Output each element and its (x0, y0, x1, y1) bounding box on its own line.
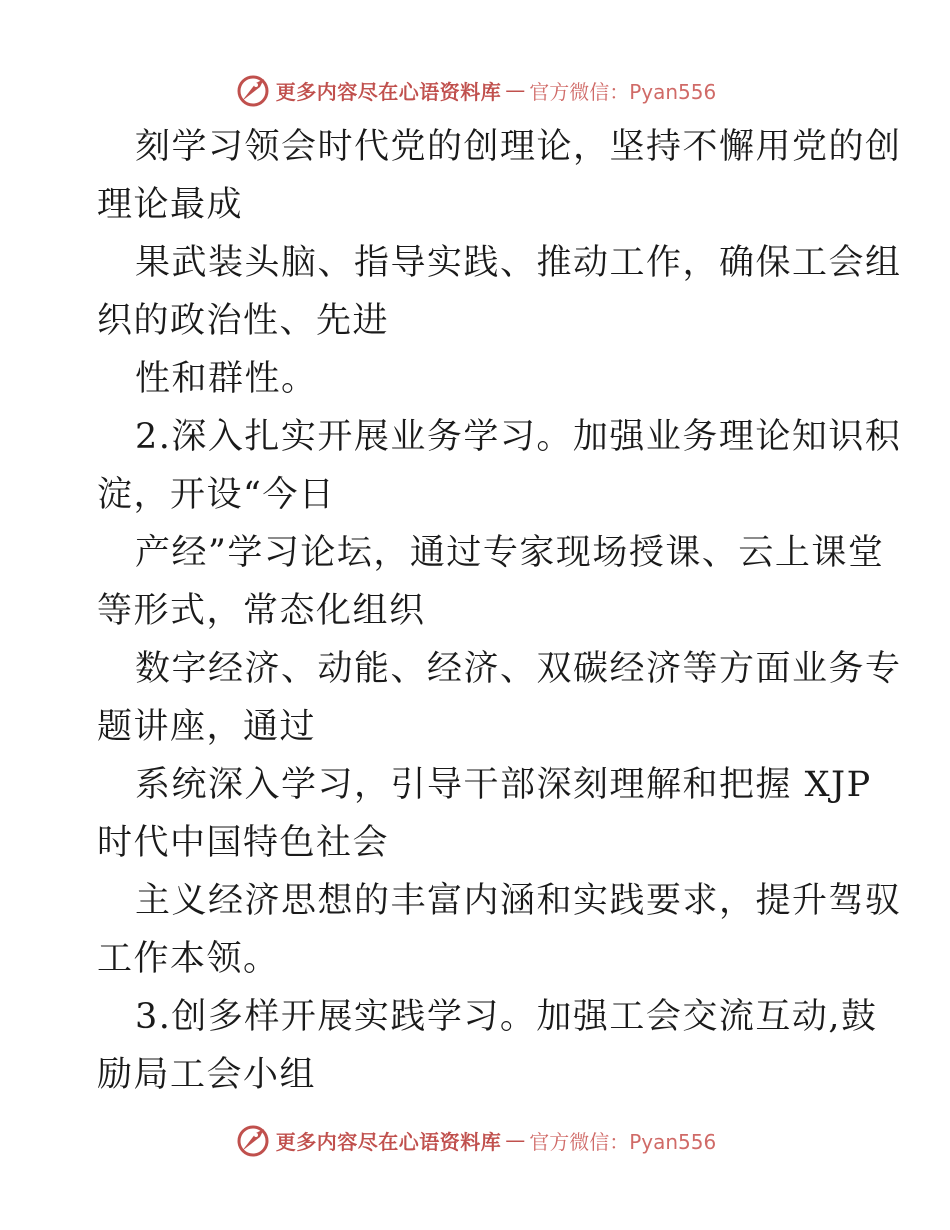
header-banner (0, 70, 950, 110)
body-line: 刻学习领会时代党的创理论，坚持不懈用党的创 (135, 127, 902, 167)
pen-nib-circle-icon (234, 71, 272, 109)
body-line: 产经”学习论坛，通过专家现场授课、云上课堂 (135, 533, 885, 573)
body-line: 系统深入学习，引导干部深刻理解和把握 XJP (135, 765, 872, 805)
body-line: 3.创多样开展实践学习。加强工会交流互动,鼓 (135, 997, 878, 1037)
footer-banner-separator: — (505, 1128, 526, 1152)
body-line: 果武装头脑、指导实践、推动工作，确保工会组 (135, 243, 902, 283)
body-line: 励局工会小组 (97, 1055, 317, 1095)
body-line: 主义经济思想的丰富内涵和实践要求，提升驾驭 (135, 881, 902, 921)
body-line: 题讲座，通过 (97, 707, 317, 747)
footer-banner-text: 更多内容尽在心语资料库 (275, 1129, 502, 1154)
body-line: 时代中国特色社会 (97, 823, 390, 863)
body-line: 工作本领。 (97, 939, 280, 979)
footer-banner-wechat: 官方微信：Pyan556 (529, 1129, 717, 1154)
body-line: 淀，开设“今日 (97, 475, 336, 515)
header-banner-separator: — (505, 78, 526, 102)
body-line: 织的政治性、先进 (97, 301, 390, 341)
document-body (97, 118, 902, 1104)
body-line: 等形式，常态化组织 (97, 591, 426, 631)
body-line: 性和群性。 (135, 359, 318, 399)
pen-nib-circle-icon (234, 1121, 272, 1159)
body-line: 2.深入扎实开展业务学习。加强业务理论知识积 (135, 417, 902, 457)
header-banner-wechat: 官方微信：Pyan556 (529, 79, 717, 104)
body-line: 数字经济、动能、经济、双碳经济等方面业务专 (135, 649, 902, 689)
footer-banner (0, 1120, 950, 1160)
body-line: 理论最成 (97, 185, 244, 225)
header-banner-text: 更多内容尽在心语资料库 (275, 79, 502, 104)
